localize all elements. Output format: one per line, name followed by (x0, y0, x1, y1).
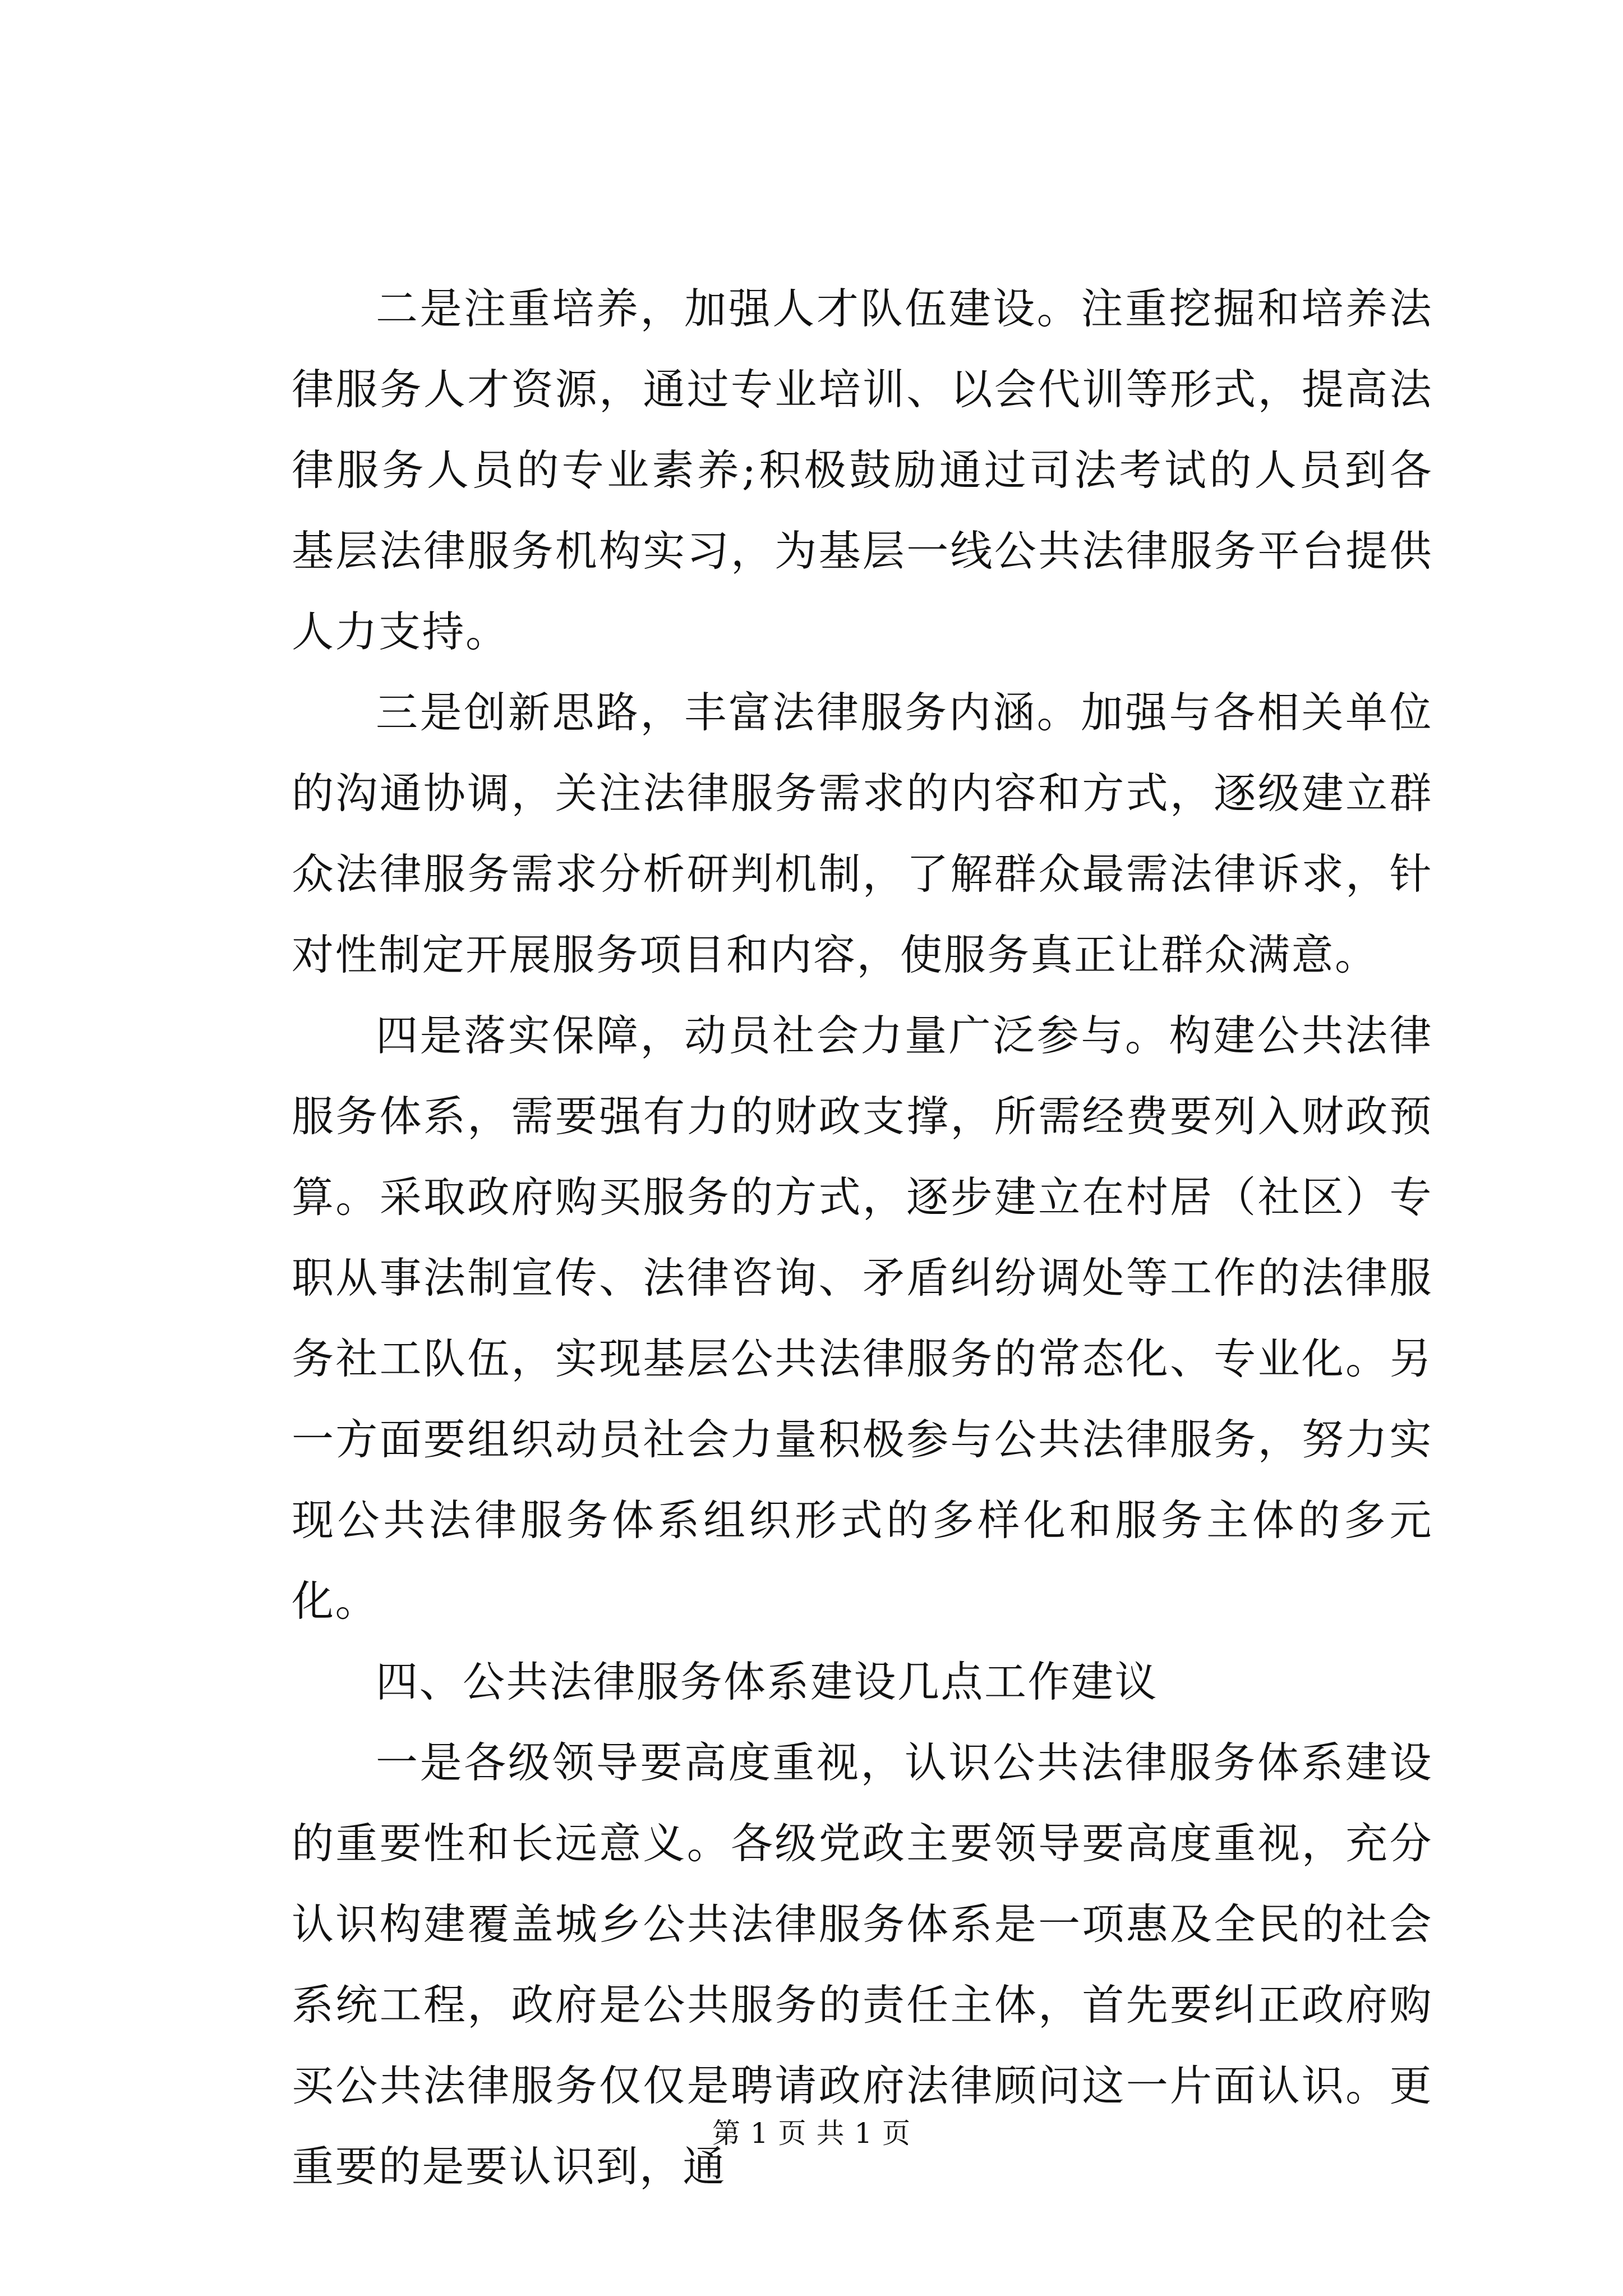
paragraph-innovation: 三是创新思路，丰富法律服务内涵。加强与各相关单位的沟通协调，关注法律服务需求的内容和方式，逐级建立群众法律服务需求分析研判机制，了解群众最需法律诉求，针对性制定开展服务项目和内容，使服务真正让群众满意。 (292, 688, 1433, 979)
paragraph-cultivation: 二是注重培养，加强人才队伍建设。注重挖掘和培养法律服务人才资源，通过专业培训、以会代训等形式，提高法律服务人员的专业素养;积极鼓励通过司法考试的人员到各基层法律服务机构实习，为基层一线公共法律服务平台提供人力支持。 (292, 284, 1433, 656)
page-footer: 第 1 页 共 1 页 (712, 2117, 911, 2150)
paragraph-guarantee: 四是落实保障，动员社会力量广泛参与。构建公共法律服务体系，需要强有力的财政支撑，所需经费要列入财政预算。采取政府购买服务的方式，逐步建立在村居（社区）专职从事法制宣传、法律咨询、矛盾纠纷调处等工作的法律服务社工队伍，实现基层公共法律服务的常态化、专业化。另一方面要组织动员社会力量积极参与公共法律服务，努力实现公共法律服务体系组织形式的多样化和服务主体的多元化。 (292, 1011, 1433, 1626)
section-heading: 四、公共法律服务体系建设几点工作建议 (376, 1657, 1159, 1706)
document-body (292, 268, 1433, 2207)
paragraph-leadership: 一是各级领导要高度重视，认识公共法律服务体系建设的重要性和长远意义。各级党政主要领导要高度重视，充分认识构建覆盖城乡公共法律服务体系是一项惠及全民的社会系统工程，政府是公共服务的责任主体，首先要纠正政府购买公共法律服务仅仅是聘请政府法律顾问这一片面认识。更重要的是要认识到，通 (292, 1738, 1433, 2191)
